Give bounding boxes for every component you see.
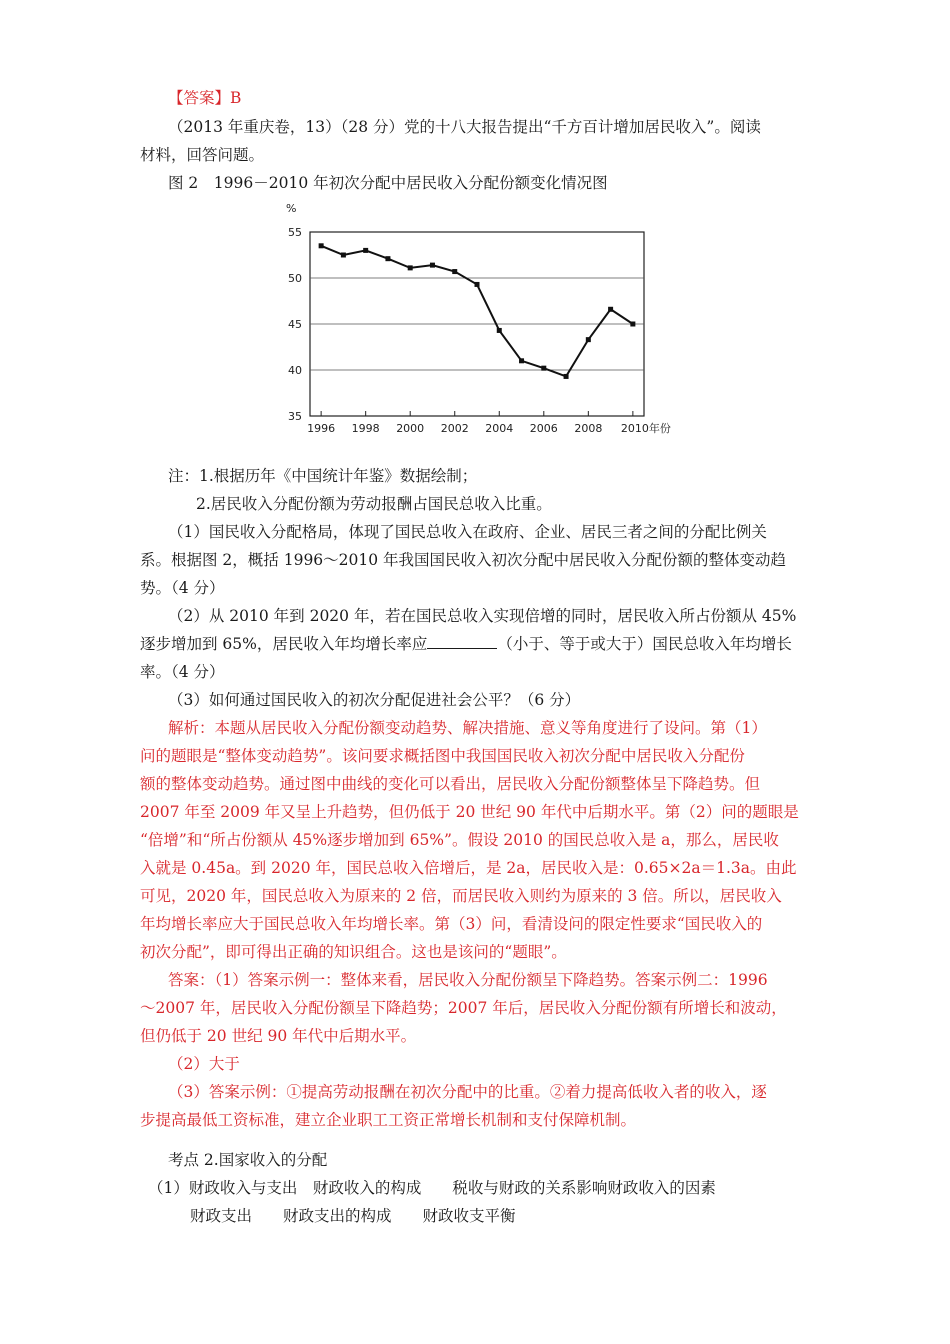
x-tick-label: 2004 xyxy=(485,422,514,435)
note-2: 2.居民收入分配份额为劳动报酬占国民总收入比重。 xyxy=(196,495,552,513)
y-tick-labels xyxy=(288,226,302,423)
analysis-line-1: 解析：本题从居民收入分配份额变动趋势、解决措施、意义等角度进行了设问。第（1） xyxy=(168,719,767,737)
question-intro-line-2: 材料，回答问题。 xyxy=(140,146,265,164)
previous-answer xyxy=(168,88,241,108)
section-line-2: 财政支出 财政支出的构成 财政收支平衡 xyxy=(190,1207,516,1225)
y-tick-label: 45 xyxy=(288,318,302,331)
x-tick-label: 2010年份 xyxy=(620,422,671,435)
data-point xyxy=(630,322,635,327)
answer-line-2: ～2007 年，居民收入分配份额呈下降趋势；2007 年后，居民收入分配份额有所增长和波动， xyxy=(140,999,787,1017)
data-point xyxy=(586,337,591,342)
y-tick-label: 35 xyxy=(288,410,302,423)
question-1-line-3: 势。（4 分） xyxy=(140,579,225,597)
x-tick-label: 2000 xyxy=(396,422,425,435)
answer-label: 【答案】 xyxy=(168,89,231,107)
data-point xyxy=(408,265,413,270)
data-point xyxy=(608,307,613,312)
x-tick-label: 2002 xyxy=(440,422,469,435)
analysis-line-7: 可见，2020 年，国民总收入为原来的 2 倍，而居民收入则约为原来的 3 倍。所以，居民收入 xyxy=(140,887,782,905)
answer-value: B xyxy=(230,89,242,107)
analysis-line-8: 年均增长率应大于国民总收入年均增长率。第（3）问，看清设问的限定性要求“国民收入的 xyxy=(140,915,763,933)
question-2-line-1: （2）从 2010 年到 2020 年，若在国民总收入实现倍增的同时，居民收入所占份额从 45% xyxy=(168,607,797,625)
analysis-line-9: 初次分配”，即可得出正确的知识组合。这也是该问的“题眼”。 xyxy=(140,943,567,961)
data-point xyxy=(519,358,524,363)
data-point xyxy=(452,269,457,274)
question-1-line-2: 系。根据图 2，概括 1996～2010 年我国国民收入初次分配中居民收入分配份额的整体变动趋 xyxy=(140,551,787,569)
x-tick-label: 2006 xyxy=(529,422,558,435)
data-point xyxy=(363,248,368,253)
analysis-line-2: 问的题眼是“整体变动趋势”。该问要求概括图中我国国民收入初次分配中居民收入分配份 xyxy=(140,747,745,765)
y-tick-label: 40 xyxy=(288,364,302,377)
question-2-line-2-start: 逐步增加到 65%，居民收入年均增长率应 xyxy=(140,635,428,653)
section-heading: 考点 2.国家收入的分配 xyxy=(168,1151,328,1169)
section-line-1: （1）财政收入与支出 财政收入的构成 税收与财政的关系影响财政收入的因素 xyxy=(148,1179,716,1197)
grid-lines xyxy=(310,278,644,370)
answer-line-1: 答案：（1）答案示例一：整体来看，居民收入分配份额呈下降趋势。答案示例二：1996 xyxy=(168,971,768,989)
question-2-line-2 xyxy=(140,634,792,654)
answer-blank xyxy=(427,634,497,649)
data-point xyxy=(341,253,346,258)
data-points xyxy=(319,243,636,379)
income-share-line-chart xyxy=(270,196,700,446)
x-tick-label: 2008 xyxy=(574,422,603,435)
data-point xyxy=(541,366,546,371)
x-tick-label: 1998 xyxy=(351,422,380,435)
analysis-line-4: 2007 年至 2009 年又呈上升趋势，但仍低于 20 世纪 90 年代中后期水平。第（2）问的题眼是 xyxy=(140,803,799,821)
x-tick-labels xyxy=(307,411,671,435)
question-3-line-1: （3）如何通过国民收入的初次分配促进社会公平？（6 分） xyxy=(168,691,581,709)
figure-title: 图 2 1996－2010 年初次分配中居民收入分配份额变化情况图 xyxy=(168,174,608,192)
answer-line-4: （2）大于 xyxy=(168,1055,240,1073)
data-point xyxy=(430,263,435,268)
answer-line-5: （3）答案示例：①提高劳动报酬在初次分配中的比重。②着力提高低收入者的收入，逐 xyxy=(168,1083,767,1101)
question-intro-line-1: （2013 年重庆卷，13）（28 分）党的十八大报告提出“千方百计增加居民收入”。阅读 xyxy=(168,118,761,136)
y-tick-label: 50 xyxy=(288,272,302,285)
analysis-line-5: “倍增”和“所占份额从 45%逐步增加到 65%”。假设 2010 的国民总收入是 a，那么，居民收 xyxy=(140,831,779,849)
series-line xyxy=(321,246,633,377)
y-tick-label: 55 xyxy=(288,226,302,239)
question-2-line-2-end: （小于、等于或大于）国民总收入年均增长 xyxy=(497,635,792,653)
data-point xyxy=(475,282,480,287)
data-point xyxy=(385,256,390,261)
answer-line-3: 但仍低于 20 世纪 90 年代中后期水平。 xyxy=(140,1027,417,1045)
note-1: 注：1.根据历年《中国统计年鉴》数据绘制； xyxy=(168,467,478,485)
analysis-line-6: 入就是 0.45a。到 2020 年，国民总收入倍增后，是 2a，居民收入是：0.65×2a＝1.3a。由此 xyxy=(140,859,797,877)
data-point xyxy=(319,243,324,248)
question-2-line-3: 率。（4 分） xyxy=(140,663,225,681)
data-point xyxy=(497,328,502,333)
analysis-line-3: 额的整体变动趋势。通过图中曲线的变化可以看出，居民收入分配份额整体呈下降趋势。但 xyxy=(140,775,761,793)
y-axis-unit-label: % xyxy=(286,202,297,215)
x-tick-label: 1996 xyxy=(307,422,336,435)
answer-line-6: 步提高最低工资标准，建立企业职工工资正常增长机制和支付保障机制。 xyxy=(140,1111,637,1129)
question-1-line-1: （1）国民收入分配格局，体现了国民总收入在政府、企业、居民三者之间的分配比例关 xyxy=(168,523,767,541)
data-point xyxy=(564,374,569,379)
